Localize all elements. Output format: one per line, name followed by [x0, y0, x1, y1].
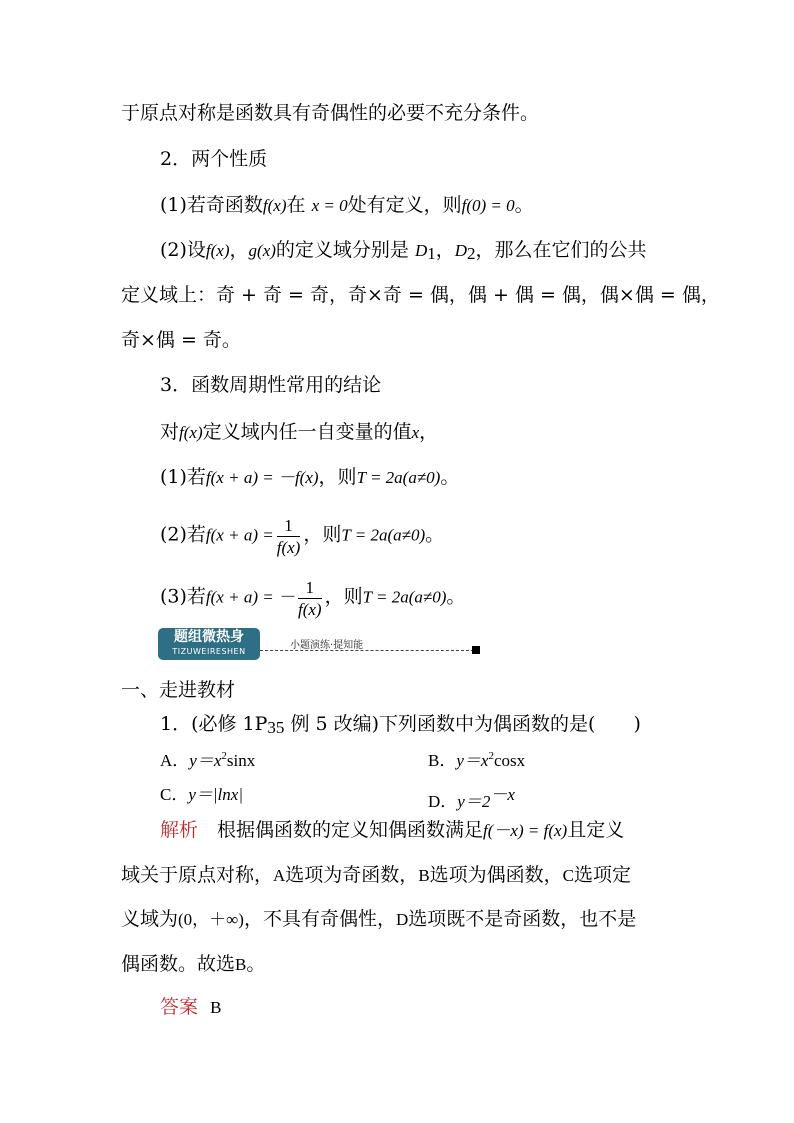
math: D	[454, 241, 468, 260]
math: f(x + a) =	[205, 525, 274, 545]
text: 。	[425, 523, 445, 546]
math: f(0) = 0	[461, 196, 515, 215]
property-2	[160, 238, 647, 266]
math: T = 2a(a≠0)	[362, 587, 447, 607]
text: ，不具有奇偶性，	[243, 908, 396, 930]
text: (1)若	[160, 466, 206, 488]
answer-value: B	[210, 998, 222, 1017]
banner-subtitle: TIZUWEIRESHEN	[172, 647, 246, 656]
text: (2)设	[160, 239, 206, 261]
text: ，	[435, 239, 455, 261]
text: ，则	[318, 466, 357, 488]
text: 根据偶函数的定义知偶函数满足	[198, 819, 484, 841]
math: f(x + a) = －	[205, 587, 295, 607]
text: 1．(必修 1P	[160, 713, 268, 735]
fraction	[298, 578, 322, 621]
option-a	[160, 746, 255, 771]
math: f(x)	[205, 241, 230, 260]
option-label: A．	[160, 751, 190, 770]
math: x	[411, 423, 420, 442]
denominator: f(x)	[297, 600, 322, 619]
math: f(x)	[262, 196, 287, 215]
text-line: 奇×偶 = 奇。	[121, 329, 241, 351]
math: y＝x	[189, 751, 222, 770]
conclusion-3	[160, 576, 465, 619]
text: 。	[246, 953, 266, 975]
section-banner	[158, 628, 484, 662]
text: 选项既不是奇函数，也不是	[408, 908, 637, 930]
text-line: 于原点对称是函数具有奇偶性的必要不充分条件。	[121, 102, 540, 124]
math: f(－x) = f(x)	[483, 821, 568, 840]
math: T = 2a(a≠0)	[341, 525, 426, 545]
solution-line	[121, 863, 631, 888]
superscript: －x	[490, 785, 515, 804]
numerator: 1	[277, 516, 301, 537]
solution-line	[121, 907, 636, 932]
subheading-periodicity: 3．函数周期性常用的结论	[160, 374, 382, 396]
text-line	[160, 420, 438, 445]
numerator: 1	[298, 578, 322, 599]
section-heading: 一、走进教材	[121, 679, 236, 701]
text: 义域为	[121, 908, 179, 930]
text: 且定义	[567, 819, 625, 841]
option-d	[428, 780, 515, 812]
text: 域关于原点对称，	[121, 864, 274, 886]
math: x = 0	[311, 196, 348, 215]
math: f(x)	[179, 423, 203, 442]
solution-line	[160, 818, 624, 843]
fraction	[277, 516, 301, 559]
text: A	[273, 866, 286, 885]
text: (2)若	[160, 523, 206, 546]
conclusion-1	[160, 465, 459, 490]
text: ，那么在它们的公共	[475, 239, 647, 261]
math: y＝x	[456, 751, 489, 770]
text: B	[235, 955, 247, 974]
banner-title: 题组微热身	[174, 629, 244, 645]
math: T = 2a(a≠0)	[356, 468, 441, 487]
text: 。	[514, 194, 534, 216]
text: ，	[419, 421, 439, 443]
denominator: f(x)	[276, 538, 301, 557]
text: 的定义域分别是	[275, 239, 409, 261]
text: 。	[440, 466, 460, 488]
text: D	[395, 910, 409, 929]
option-label: B．	[428, 751, 457, 770]
math: g(x)	[248, 241, 276, 260]
answer-line	[160, 995, 221, 1020]
text: C	[562, 866, 575, 885]
math: f(x + a) = －f(x)	[205, 468, 319, 487]
banner-end-marker	[472, 646, 480, 654]
conclusion-2	[160, 514, 444, 557]
text: 处有定义，则	[347, 194, 462, 216]
solution-label: 解析	[160, 819, 199, 841]
property-1	[160, 193, 534, 218]
banner-tag	[158, 628, 260, 660]
text: 定义域内任一自变量的值	[202, 421, 412, 443]
text: 选项定	[574, 864, 632, 886]
text: B	[418, 866, 430, 885]
question-1	[160, 712, 641, 740]
text: (3)若	[160, 585, 206, 608]
text: 选项为奇函数，	[285, 864, 419, 886]
banner-caption: 小题演练·提知能	[290, 640, 364, 651]
text-line: 定义域上：奇 + 奇 = 奇，奇×奇 = 偶，偶 + 偶 = 偶，偶×偶 = 偶，	[121, 284, 720, 306]
math: y＝|lnx|	[188, 785, 244, 804]
subscript: 1	[427, 244, 436, 263]
option-label: D．	[428, 792, 458, 811]
text: (1)若奇函数	[160, 194, 263, 216]
answer-label: 答案	[160, 996, 199, 1018]
text: 对	[160, 421, 180, 443]
math: cosx	[493, 751, 526, 770]
superscript: 2	[221, 750, 227, 762]
subscript: 35	[267, 718, 285, 737]
text: 偶函数。故选	[121, 953, 236, 975]
text: ，	[229, 239, 249, 261]
subscript: 2	[467, 244, 476, 263]
math: (0，＋∞)	[178, 910, 244, 929]
option-label: C．	[160, 785, 189, 804]
solution-line	[121, 952, 265, 977]
superscript: 2	[488, 750, 494, 762]
text: ，则	[324, 585, 363, 608]
text: 在	[286, 194, 306, 216]
text: 。	[446, 585, 466, 608]
text: 例 5 改编)下列函数中为偶函数的是( )	[284, 713, 641, 735]
math: D	[414, 241, 428, 260]
subheading-two-properties: 2．两个性质	[160, 148, 268, 170]
option-b	[428, 746, 525, 771]
text: 选项为偶函数，	[429, 864, 563, 886]
math: y＝2	[457, 792, 491, 811]
option-c	[160, 780, 243, 805]
text: ，则	[303, 523, 342, 546]
math: sinx	[226, 751, 256, 770]
